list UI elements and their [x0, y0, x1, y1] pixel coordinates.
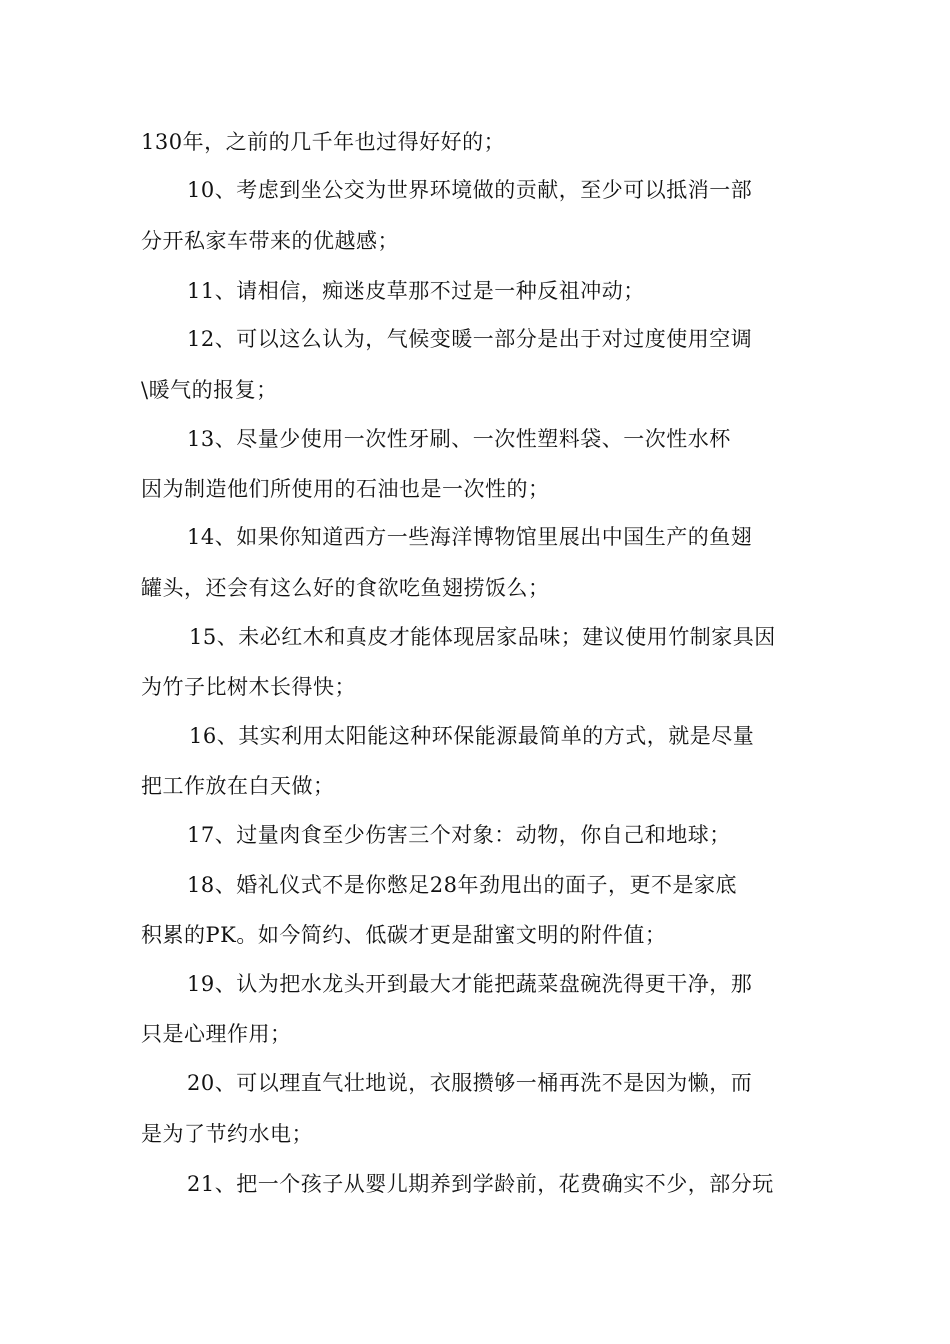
text-line: 19、认为把水龙头开到最大才能把蔬菜盘碗洗得更干净，那: [187, 972, 753, 996]
text-line: 15、未必红木和真皮才能体现居家品味；建议使用竹制家具因: [189, 625, 776, 649]
text-line: 罐头，还会有这么好的食欲吃鱼翅捞饭么；: [141, 576, 550, 600]
text-line: 20、可以理直气壮地说，衣服攒够一桶再洗不是因为懒，而: [187, 1071, 753, 1095]
text-line: 13、尽量少使用一次性牙刷、一次性塑料袋、一次性水杯: [187, 427, 731, 451]
text-line: 分开私家车带来的优越感；: [141, 229, 399, 253]
text-line: 积累的PK。如今简约、低碳才更是甜蜜文明的附件值；: [141, 923, 667, 947]
text-line: 12、可以这么认为，气候变暖一部分是出于对过度使用空调: [187, 327, 753, 351]
text-line: 为竹子比树木长得快；: [141, 675, 356, 699]
text-line: 10、考虑到坐公交为世界环境做的贡献，至少可以抵消一部: [187, 178, 753, 202]
text-line: 130年，之前的几千年也过得好好的；: [141, 130, 506, 154]
text-line: 17、过量肉食至少伤害三个对象：动物，你自己和地球；: [187, 823, 731, 847]
text-line: 11、请相信，痴迷皮草那不过是一种反祖冲动；: [187, 279, 645, 303]
text-line: 只是心理作用；: [141, 1022, 292, 1046]
text-line: 18、婚礼仪式不是你憋足28年劲甩出的面子，更不是家底: [187, 873, 737, 897]
text-line: 21、把一个孩子从婴儿期养到学龄前，花费确实不少，部分玩: [187, 1172, 774, 1196]
text-line: \暖气的报复；: [141, 378, 278, 402]
text-line: 把工作放在白天做；: [141, 774, 335, 798]
text-line: 因为制造他们所使用的石油也是一次性的；: [141, 477, 550, 501]
text-line: 16、其实利用太阳能这种环保能源最简单的方式，就是尽量: [189, 724, 755, 748]
text-line: 14、如果你知道西方一些海洋博物馆里展出中国生产的鱼翅: [187, 525, 753, 549]
text-line: 是为了节约水电；: [141, 1122, 313, 1146]
